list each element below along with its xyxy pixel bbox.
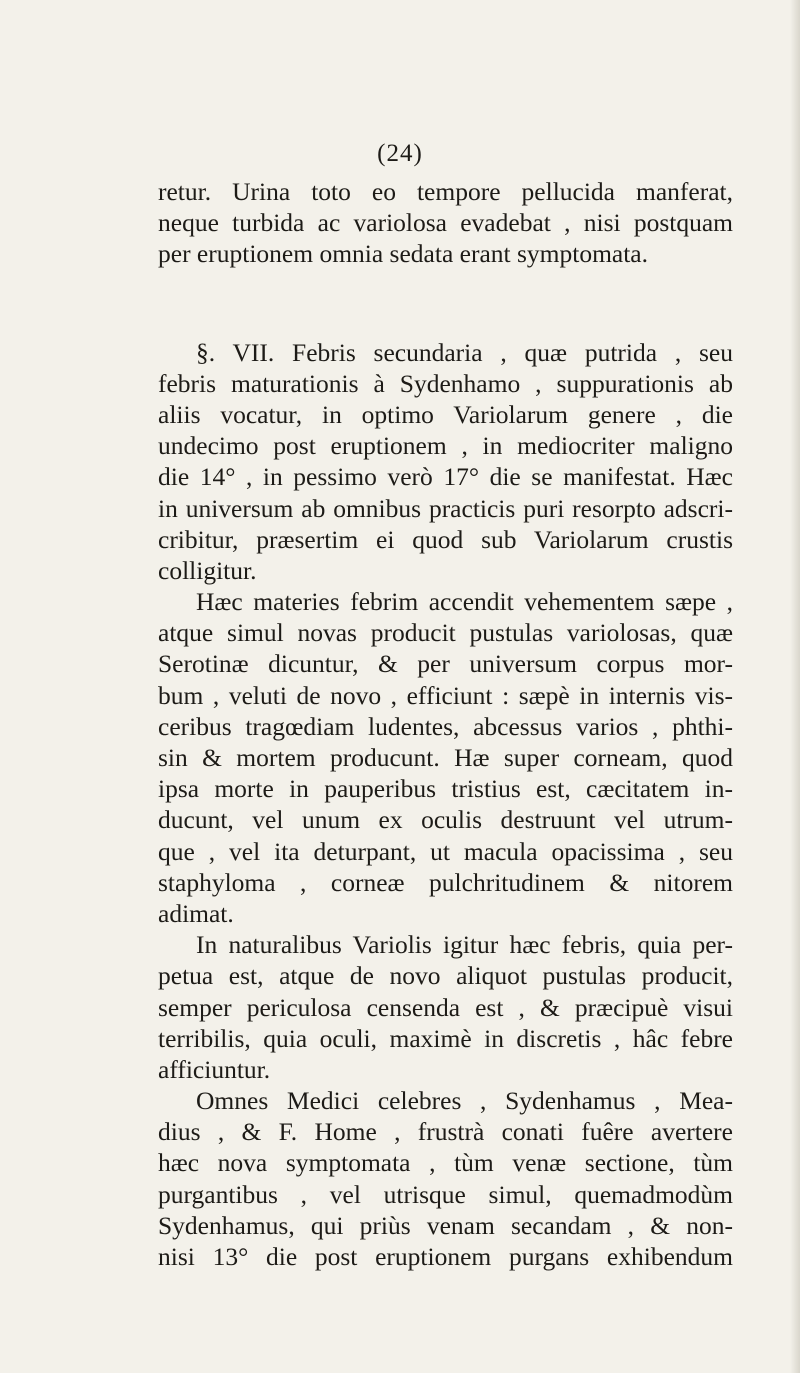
text-line: cribitur, præsertim ei quod sub Variolarum crustis	[158, 524, 733, 554]
paragraph-2	[158, 337, 733, 587]
text-line: die 14° , in pessimo verò 17° die se manifestat. Hæc	[158, 462, 733, 492]
text-line: terribilis, quia oculi, maximè in discretis , hâc febre	[158, 1023, 733, 1053]
text-line: adimat.	[158, 898, 234, 928]
text-line: dius , & F. Home , frustrà conati fuêre avertere	[158, 1117, 733, 1147]
text-line: que , vel ita deturpant, ut macula opacissima , seu	[158, 836, 733, 866]
text-line: nisi 13° die post eruptionem purgans exhibendum	[158, 1242, 733, 1271]
text-line: in universum ab omnibus practicis puri resorpto adscri-	[158, 493, 733, 523]
text-line: ducunt, vel unum ex oculis destruunt vel utrum-	[158, 805, 733, 835]
text-line: ceribus tragœdiam ludentes, abcessus varios , phthi-	[158, 711, 733, 741]
body-text	[158, 176, 733, 1272]
text-line: Serotinæ dicuntur, & per universum corpus mor-	[158, 649, 733, 679]
text-line: aliis vocatur, in optimo Variolarum genere , die	[158, 399, 733, 429]
text-line: ipsa morte in pauperibus tristius est, cæcitatem in-	[158, 774, 733, 804]
text-line: Hæc materies febrim accendit vehementem sæpe ,	[196, 587, 733, 617]
text-line: atque simul novas producit pustulas variolosas, quæ	[158, 618, 733, 648]
text-line: staphyloma , corneæ pulchritudinem & nitorem	[158, 867, 733, 897]
paragraph-1	[158, 176, 733, 270]
text-line: neque turbida ac variolosa evadebat , nisi postquam	[158, 208, 733, 238]
text-line: hæc nova symptomata , tùm venæ sectione, tùm	[158, 1148, 733, 1178]
text-line: sin & mortem producunt. Hæ super corneam, quod	[158, 743, 733, 772]
text-line: purgantibus , vel utrisque simul, quemadmodùm	[158, 1179, 733, 1209]
text-line: febris maturationis à Sydenhamo , suppurationis ab	[158, 368, 733, 398]
text-line: Sydenhamus, qui priùs venam secandam , & non-	[158, 1210, 733, 1240]
page-edge-shadow	[790, 0, 800, 1373]
text-line: retur. Urina toto eo tempore pellucida manferat,	[158, 177, 733, 206]
text-line: bum , veluti de novo , efficiunt : sæpè in internis vis-	[158, 680, 733, 710]
page-number: (24)	[377, 140, 423, 167]
paragraph-5	[158, 1085, 733, 1272]
paragraph-3	[158, 586, 733, 929]
text-line: afficiuntur.	[158, 1054, 271, 1084]
section-heading-line: §. VII. Febris secundaria , quæ putrida , seu	[196, 337, 733, 367]
text-line: undecimo post eruptionem , in mediocriter maligno	[158, 431, 733, 461]
text-line: colligitur.	[158, 555, 257, 585]
text-line: semper periculosa censenda est , & præcipuè visui	[158, 992, 733, 1022]
paragraph-4	[158, 929, 733, 1085]
text-line: In naturalibus Variolis igitur hæc febris, quia per-	[196, 930, 733, 960]
text-line: per eruptionem omnia sedata erant symptomata.	[158, 239, 649, 269]
text-line: Omnes Medici celebres , Sydenhamus , Mea-	[196, 1086, 733, 1116]
text-line: petua est, atque de novo aliquot pustulas producit,	[158, 961, 733, 991]
